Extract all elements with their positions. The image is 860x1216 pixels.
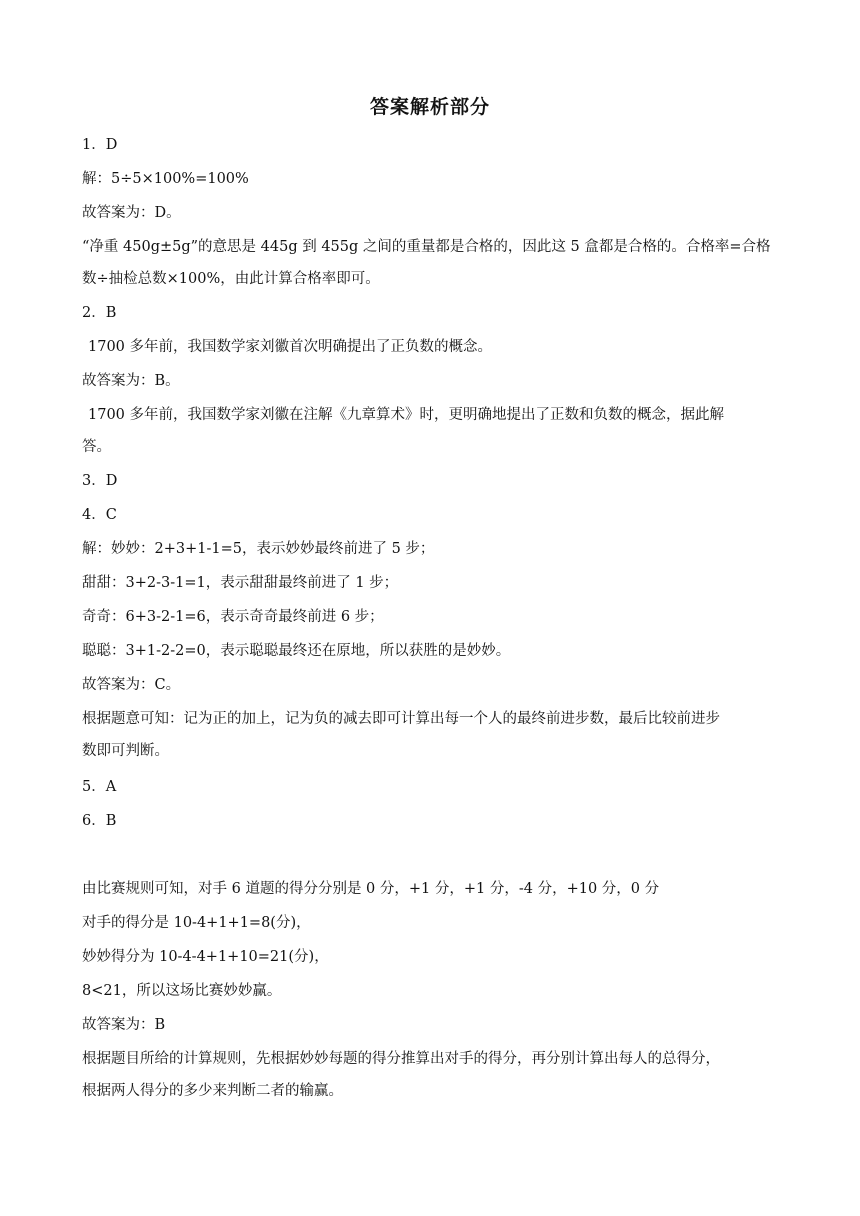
solution-line: 解：5÷5×100%=100%	[82, 171, 249, 187]
page-title: 答案解析部分	[369, 96, 490, 118]
solution-line: 解：妙妙：2+3+1-1=5，表示妙妙最终前进了 5 步；	[82, 541, 435, 557]
solution-line: 妙妙得分为 10-4-4+1+10=21(分)，	[82, 949, 329, 965]
answer-statement: 故答案为：D。	[82, 205, 181, 221]
analysis-line: 数即可判断。	[82, 743, 169, 759]
answer-statement: 故答案为：B	[82, 1017, 166, 1033]
analysis-line: 根据两人得分的多少来判断二者的输赢。	[82, 1083, 343, 1099]
solution-line: 8<21，所以这场比赛妙妙赢。	[82, 983, 282, 999]
analysis-line: 根据题目所给的计算规则，先根据妙妙每题的得分推算出对手的得分，再分别计算出每人的总得分，	[82, 1051, 720, 1067]
solution-line: 1700 多年前，我国数学家刘徽首次明确提出了正负数的概念。	[88, 339, 493, 355]
solution-line: 对手的得分是 10-4+1+1=8(分)，	[82, 915, 311, 931]
answer-number-3: 3．D	[82, 473, 118, 489]
answer-number-2: 2．B	[82, 305, 117, 321]
solution-line: 聪聪：3+1-2-2=0，表示聪聪最终还在原地，所以获胜的是妙妙。	[82, 643, 511, 659]
answer-number-1: 1．D	[82, 137, 118, 153]
solution-line: 奇奇：6+3-2-1=6，表示奇奇最终前进 6 步；	[82, 609, 384, 625]
answer-statement: 故答案为：C。	[82, 677, 181, 693]
analysis-line: 根据题意可知：记为正的加上，记为负的减去即可计算出每一个人的最终前进步数，最后比较前进步	[82, 711, 720, 727]
solution-line: 甜甜：3+2-3-1=1，表示甜甜最终前进了 1 步；	[82, 575, 399, 591]
answer-number-4: 4．C	[82, 507, 117, 523]
answer-number-6: 6．B	[82, 813, 117, 829]
analysis-line: “净重 450g±5g”的意思是 445g 到 455g 之间的重量都是合格的，因此这 5 盒都是合格的。合格率=合格	[82, 239, 771, 255]
analysis-line: 数÷抽检总数×100%，由此计算合格率即可。	[82, 271, 380, 287]
answer-statement: 故答案为：B。	[82, 373, 180, 389]
answer-number-5: 5．A	[82, 779, 117, 795]
solution-line: 由比赛规则可知，对手 6 道题的得分分别是 0 分，+1 分，+1 分，-4 分，+10 分，0 分	[82, 881, 660, 897]
analysis-line: 1700 多年前，我国数学家刘徽在注解《九章算术》时，更明确地提出了正数和负数的概念，据此解	[88, 407, 725, 423]
analysis-line: 答。	[82, 439, 111, 455]
